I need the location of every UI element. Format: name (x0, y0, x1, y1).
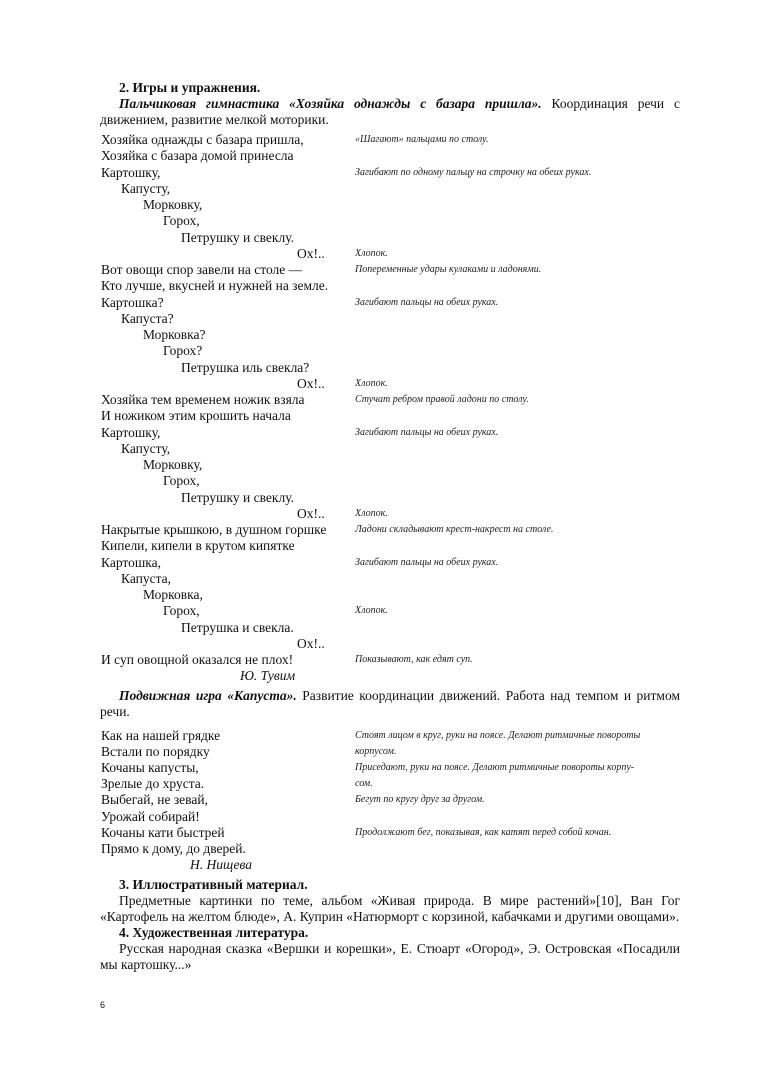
poem-line: Капуста? (121, 310, 174, 326)
poem-line: Как на нашей грядке (101, 728, 221, 743)
poem-line: Накрытые крышкою, в душном горшке (101, 522, 327, 537)
poem-line: Картошку, (101, 424, 161, 440)
poem-line: Горох? (163, 343, 203, 359)
poem-line: Морковка, (143, 587, 203, 602)
page-number: 6 (100, 1000, 106, 1010)
game2-intro (100, 688, 680, 720)
poem-line: Петрушка и свекла. (181, 619, 294, 635)
poem-line: Ох!.. (297, 375, 325, 391)
poem-line: Кочаны кати быстрей (101, 824, 225, 840)
movement-note: Загибают по одному пальцу на строчку на обеих руках. (355, 166, 592, 178)
poem-line: Кипели, кипели в крутом кипятке (101, 538, 295, 554)
movement-note: «Шагают» пальцами по столу. (355, 134, 489, 145)
poem-line: Картошка, (101, 554, 161, 570)
poem-line: Морковка? (143, 327, 206, 342)
poem-line: Петрушку и свеклу. (181, 229, 294, 245)
movement-note: сом. (355, 778, 373, 790)
movement-note: Ладони складывают крест-накрест на столе. (355, 524, 554, 535)
poem-line: Петрушка иль свекла? (181, 359, 310, 375)
poem-line: Капусту, (121, 180, 171, 196)
movement-note: Приседают, руки на поясе. Делают ритмичные повороты корпу- (355, 762, 635, 774)
section-2-heading: 2. Игры и упражнения. (119, 80, 261, 95)
poem-line: Картошку, (101, 164, 161, 180)
poem-line: Морковку, (143, 457, 203, 472)
poem-line: Морковку, (143, 197, 203, 212)
poem-line: Урожай собирай! (101, 808, 200, 824)
poem-line: Капуста, (121, 570, 172, 586)
section-3-text: Предметные картинки по теме, альбом «Живая природа. В мире растений»[10], Ван Гог «Картофель на желтом блюде», А. Куприн «Натюрморт с корзиной, кабачками и другими овощами». (100, 893, 680, 924)
section-3-heading: 3. Иллюстративный материал. (119, 877, 308, 892)
poem-line: Горох, (163, 473, 200, 489)
poem-line: Зрелые до хруста. (101, 776, 205, 792)
movement-note: Загибают пальцы на обеих руках. (355, 556, 499, 568)
movement-note: Загибают пальцы на обеих руках. (355, 426, 499, 438)
movement-note: Хлопок. (355, 377, 388, 389)
movement-note: Продолжают бег, показывая, как катят перед собой кочан. (355, 826, 612, 838)
poem-line: Хозяйка тем временем ножик взяла (101, 392, 305, 407)
movement-note: Показывают, как едят суп. (355, 654, 473, 665)
movement-note: Стоят лицом в круг, руки на поясе. Делают ритмичные повороты (355, 730, 641, 741)
poem-line: Выбегай, не зевай, (101, 792, 208, 808)
section-4-text: Русская народная сказка «Вершки и корешки», Е. Стюарт «Огород», Э. Островская «Посадили мы картошку...» (100, 941, 680, 972)
poem-line: Петрушку и свеклу. (181, 489, 294, 505)
movement-note: Загибают пальцы на обеих руках. (355, 296, 499, 308)
poem-line: Хозяйка с базара домой принесла (101, 148, 294, 164)
poem-line: Ох!.. (297, 245, 325, 261)
movement-note: Стучат ребром правой ладони по столу. (355, 394, 529, 405)
movement-note: Хлопок. (355, 605, 388, 617)
poem-line: Картошка? (101, 294, 164, 310)
poem-line: Горох, (163, 603, 200, 619)
section-4-heading: 4. Художественная литература. (119, 925, 309, 940)
poem-line: Прямо к дому, до дверей. (101, 840, 246, 856)
poem-line: И ножиком этим крошить начала (101, 408, 291, 424)
poem-line: Горох, (163, 213, 200, 229)
movement-note: корпусом. (355, 746, 397, 758)
poem-line: Кочаны капусты, (101, 760, 199, 776)
poem-line: Встали по порядку (101, 744, 210, 760)
poem-line: Вот овощи спор завели на столе — (101, 262, 303, 277)
game1-description: Координация речи с движением, развитие мелкой моторики. (100, 96, 680, 127)
poem-line: Ох!.. (297, 635, 325, 651)
game1-intro (100, 96, 680, 128)
movement-note: Хлопок. (355, 247, 388, 259)
poem-line: Капусту, (121, 440, 171, 456)
poem2-author: Н. Нищева (190, 856, 253, 872)
game2-title: Подвижная игра «Капуста». (119, 688, 297, 703)
game1-title: Пальчиковая гимнастика «Хозяйка однажды с базара пришла». (119, 96, 542, 111)
poem-line: Хозяйка однажды с базара пришла, (101, 132, 304, 147)
game2-description: Развитие координации движений. Работа над темпом и ритмом речи. (100, 688, 680, 719)
movement-note: Бегут по кругу друг за другом. (355, 794, 485, 806)
poem-line: Кто лучше, вкусней и нужней на земле. (101, 278, 329, 294)
movement-note: Хлопок. (355, 507, 388, 519)
poem-line: Ох!.. (297, 505, 325, 521)
poem-line: И суп овощной оказался не плох! (101, 652, 294, 667)
movement-note: Попеременные удары кулаками и ладонями. (355, 264, 542, 275)
poem1-author: Ю. Тувим (240, 668, 296, 684)
